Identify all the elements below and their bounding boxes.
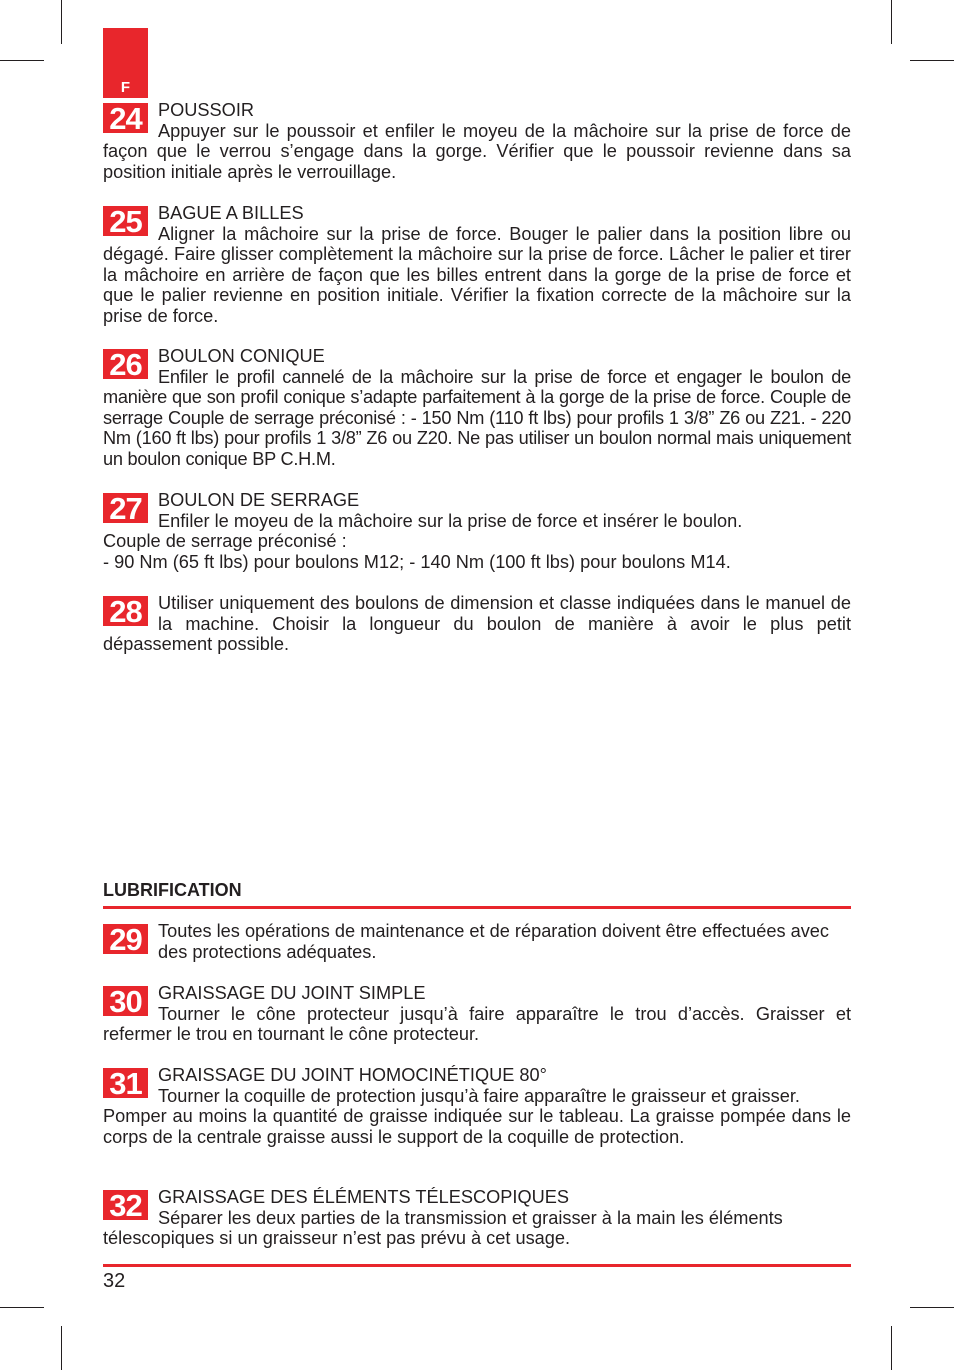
step-body: - 90 Nm (65 ft lbs) pour boulons M12; - 140 Nm (100 ft lbs) pour boulons M14. (103, 551, 731, 572)
step-title: GRAISSAGE DU JOINT HOMOCINÉTIQUE 80° (158, 1065, 547, 1085)
step-number-badge: 27 (103, 493, 148, 523)
section-title: LUBRIFICATION (103, 880, 242, 900)
step-number-badge: 29 (103, 924, 148, 954)
step-title: BOULON DE SERRAGE (158, 490, 360, 510)
footer-divider (103, 1264, 851, 1267)
instruction-29 (103, 921, 851, 962)
step-body: Enfiler le profil cannelé de la mâchoire sur la prise de force et engager le boulon de manière que son profil conique s’adapte parfaitement à la gorge de la prise de force. Couple de serrage Couple de serrage préconisé : - 150 Nm (110 ft lbs) pour profils 1 3/8” Z6 ou Z21. - 220 Nm (160 ft lbs) pour profils 1 3/8” Z6 ou Z20. Ne pas utiliser un boulon normal mais uniquement un boulon conique BP C.H.M. (103, 366, 851, 469)
step-body: Enfiler le moyeu de la mâchoire sur la prise de force et insérer le boulon. (158, 510, 743, 531)
instruction-32 (103, 1187, 851, 1249)
instruction-28 (103, 593, 851, 655)
crop-mark (910, 60, 954, 61)
step-number-badge: 30 (103, 986, 148, 1016)
step-body: Tourner la coquille de protection jusqu’à faire apparaître le graisseur et graisser. (158, 1085, 800, 1106)
step-number-badge: 26 (103, 349, 148, 379)
step-body: Appuyer sur le poussoir et enfiler le moyeu de la mâchoire sur la prise de force de façon que le verrou s’engage dans la gorge. Vérifier que le poussoir revienne dans sa position initiale après le verrouillage. (103, 120, 851, 182)
step-title: GRAISSAGE DU JOINT SIMPLE (158, 983, 426, 1003)
language-tab-letter: F (120, 79, 131, 96)
instruction-24 (103, 100, 851, 182)
step-body: Utiliser uniquement des boulons de dimension et classe indiquées dans le manuel de la machine. Choisir la longueur du boulon de manière à avoir le plus petit dépassement possible. (103, 593, 851, 655)
crop-mark (61, 1326, 62, 1370)
crop-mark (61, 0, 62, 44)
step-number-badge: 28 (103, 596, 148, 626)
step-number-badge: 24 (103, 103, 148, 133)
instruction-26 (103, 346, 851, 470)
step-number-badge: 32 (103, 1190, 148, 1220)
step-body: Tourner le cône protecteur jusqu’à faire apparaître le trou d’accès. Graisser et refermer le trou en tournant le cône protecteur. (103, 1003, 851, 1045)
crop-mark (891, 0, 892, 44)
instruction-30 (103, 983, 851, 1045)
page-number: 32 (103, 1270, 126, 1292)
step-title: BOULON CONIQUE (158, 346, 325, 366)
crop-mark (891, 1326, 892, 1370)
crop-mark (0, 60, 44, 61)
step-body: Aligner la mâchoire sur la prise de force. Bouger le palier dans la position libre ou dégagé. Faire glisser complètement la mâchoire sur la prise de force. Lâcher le palier et tirer la mâchoire en arrière de façon que les billes entrent dans la gorge de la prise de force et que le palier revienne en position initiale. Vérifier la fixation correcte de la mâchoire sur la prise de force. (103, 223, 851, 326)
crop-mark (0, 1307, 44, 1308)
step-number-badge: 31 (103, 1068, 148, 1098)
page-content (103, 0, 851, 1370)
step-title: POUSSOIR (158, 100, 255, 120)
step-title: GRAISSAGE DES ÉLÉMENTS TÉLESCOPIQUES (158, 1187, 570, 1207)
instruction-27 (103, 490, 851, 572)
step-title: BAGUE A BILLES (158, 203, 304, 223)
instruction-25 (103, 203, 851, 327)
step-number-badge: 25 (103, 206, 148, 236)
step-body: Pomper au moins la quantité de graisse indiquée sur le tableau. La graisse pompée dans le corps de la centrale graisse aussi le support de la coquille de protection. (103, 1106, 851, 1147)
crop-mark (910, 1307, 954, 1308)
section-divider (103, 906, 851, 909)
instruction-31 (103, 1065, 851, 1147)
step-body: Séparer les deux parties de la transmission et graisser à la main les éléments télescopiques si un graisseur n’est pas prévu à cet usage. (103, 1207, 783, 1249)
step-body: Toutes les opérations de maintenance et de réparation doivent être effectuées avec des protections adéquates. (158, 921, 830, 962)
step-body: Couple de serrage préconisé : (103, 531, 347, 552)
